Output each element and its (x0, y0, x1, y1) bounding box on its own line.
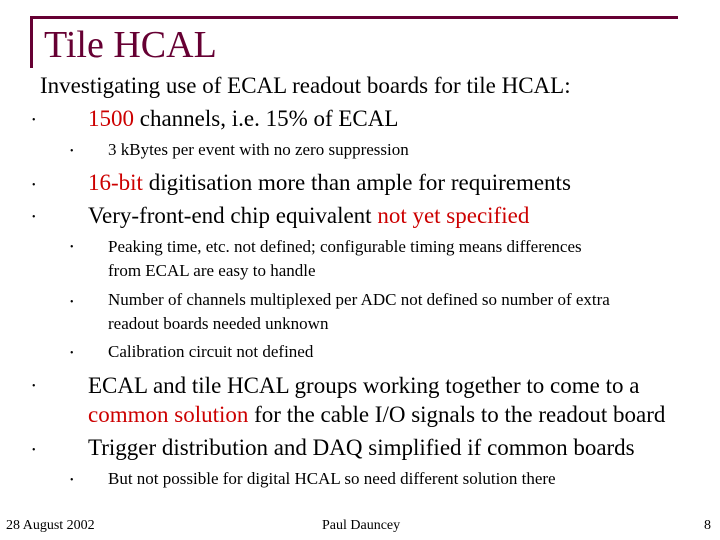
footer-page-number: 8 (704, 518, 711, 533)
intro-text: Investigating use of ECAL readout boards for tile HCAL: (40, 73, 571, 98)
bullet-2-text: digitisation more than ample for requirements (142, 170, 571, 195)
bullet-4-text: for the cable I/O signals to the readout board (248, 402, 666, 427)
sub-bullet-3-2-line2: readout boards needed unknown (108, 314, 329, 333)
bullet-3-text: Very-front-end chip equivalent (88, 203, 378, 228)
bullet-5: Trigger distribution and DAQ simplified if common boards (88, 435, 635, 460)
sub-bullet-3-3: Calibration circuit not defined (108, 342, 314, 361)
sub-bullet-marker: • (70, 348, 74, 359)
bullet-1 (88, 105, 398, 133)
slide-title: Tile HCAL (44, 24, 217, 66)
sub-bullet-5-1: But not possible for digital HCAL so need different solution there (108, 469, 556, 488)
sub-bullet-1-1: 3 kBytes per event with no zero suppression (108, 140, 409, 159)
sub-bullet-3-2-line1: Number of channels multiplexed per ADC not defined so number of extra (108, 290, 610, 309)
bullet-1-text: channels, i.e. 15% of ECAL (134, 106, 399, 131)
title-frame-top (30, 16, 678, 19)
bullet-4-line1: ECAL and tile HCAL groups working together to come to a (88, 373, 640, 398)
bullet-4-highlight: common solution (88, 402, 249, 427)
sub-bullet-marker: • (70, 475, 74, 486)
bullet-marker: • (32, 115, 36, 126)
bullet-2-highlight: 16-bit (88, 170, 143, 195)
bullet-marker: • (32, 381, 36, 392)
sub-bullet-3-1-line1: Peaking time, etc. not defined; configurable timing means differences (108, 237, 582, 256)
footer-author: Paul Dauncey (322, 518, 401, 533)
footer-date: 28 August 2002 (6, 518, 95, 533)
sub-bullet-marker: • (70, 146, 74, 157)
bullet-marker: • (32, 180, 36, 191)
bullet-1-highlight: 1500 (88, 106, 134, 131)
sub-bullet-marker: • (70, 297, 74, 308)
sub-bullet-marker: • (70, 242, 74, 253)
bullet-marker: • (32, 445, 36, 456)
bullet-2 (88, 169, 571, 197)
bullet-3 (88, 202, 529, 230)
bullet-3-highlight: not yet specified (377, 203, 530, 228)
bullet-4-line2 (88, 401, 665, 429)
sub-bullet-3-1-line2: from ECAL are easy to handle (108, 261, 316, 280)
title-frame-left (30, 16, 33, 68)
bullet-marker: • (32, 212, 36, 223)
